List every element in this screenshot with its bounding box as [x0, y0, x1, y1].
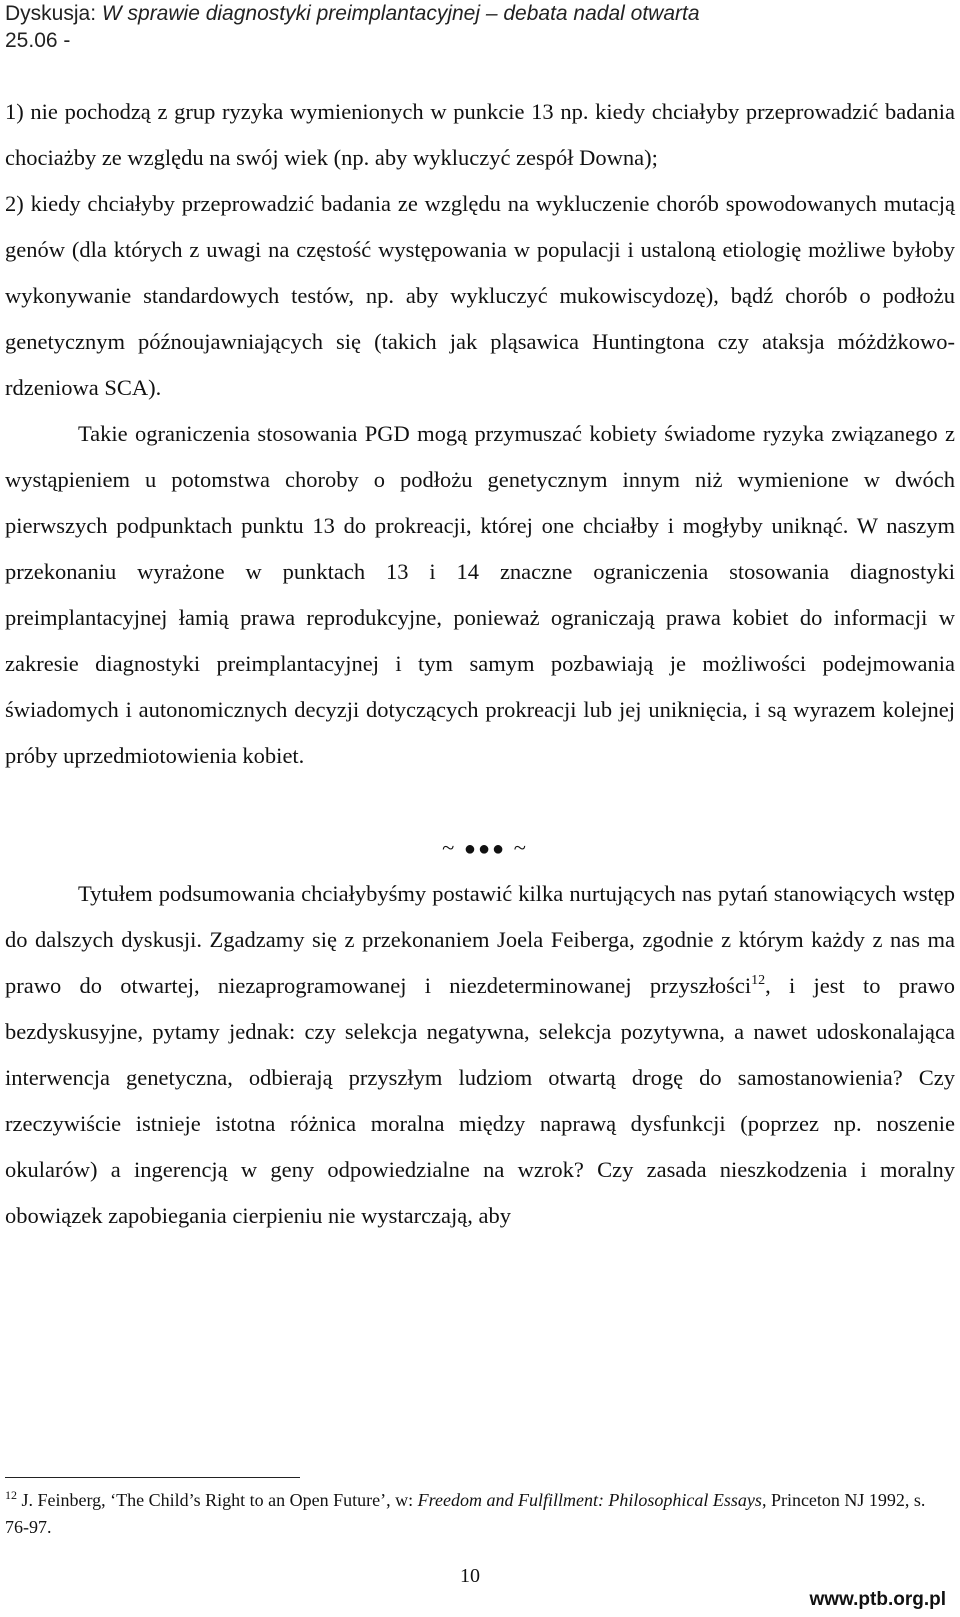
page-number: 10 — [460, 1565, 480, 1587]
site-url: www.ptb.org.pl — [809, 1589, 946, 1610]
footnote-number: 12 — [5, 1488, 17, 1502]
header-date: 25.06 - — [5, 29, 71, 52]
header-title — [5, 0, 945, 27]
paragraph-restrictions: Takie ograniczenia stosowania PGD mogą przymuszać kobiety świadome ryzyka związanego z wystąpieniem u potomstwa choroby o podłożu genetycznym innym niż wymienione w dwóch pierwszych podpunktach punktu 13 do prokreacji, której one chciałby i mogłyby uniknąć. W naszym przekonaniu wyrażone w punktach 13 i 14 znaczne ograniczenia stosowania diagnostyki preimplantacyjnej łamią prawa reprodukcyjne, ponieważ ograniczają prawa kobiet do informacji w zakresie diagnostyki preimplantacyjnej i tym samym pozbawiają je możliwości podejmowania świadomych i autonomicznych decyzji dotyczących prokreacji lub jej uniknięcia, i są wyrazem kolejnej próby uprzedmiotowienia kobiet. — [5, 421, 955, 768]
document-body — [5, 89, 955, 1239]
footnote — [5, 1487, 945, 1541]
summary-text-end: , i jest to prawo bezdyskusyjne, pytamy jednak: czy selekcja negatywna, selekcja pozytywna, a nawet udoskonalająca interwencja genetyczna, odbierają przyszłym ludziom otwartą drogę do samostanowienia? Czy rzeczywiście istnieje istotna różnica moralna między naprawą dysfunkcji (poprzez np. noszenie okularów) a ingerencją w geny odpowiedzialne na wzrok? Czy zasada nieszkodzenia i moralny obowiązek zapobiegania cierpieniu nie wystarczają, aby — [5, 973, 955, 1228]
header-title-italic: W sprawie diagnostyki preimplantacyjnej – debata nadal otwarta — [101, 2, 700, 25]
summary-text-start: Tytułem podsumowania chciałybyśmy postawić kilka nurtujących nas pytań stanowiących wstęp do dalszych dyskusji. Zgadzamy się z przekonaniem Joela Feiberga, zgodnie z którym każdy z nas ma prawo do otwartej, niezaprogramowanej i niezdeterminowanej przyszłości — [5, 881, 955, 998]
section-separator — [5, 825, 955, 871]
footnote-reference: 12 — [751, 973, 766, 988]
footnote-publication: , Princeton NJ 1992, s. 76-97. — [5, 1490, 926, 1537]
footnote-book-title: Freedom and Fulfillment: Philosophical Essays — [417, 1490, 762, 1510]
footnote-divider — [5, 1477, 300, 1478]
footnote-text: J. Feinberg, ‘The Child’s Right to an Open Future’, w: — [17, 1490, 418, 1510]
list-item-2: 2) kiedy chciałyby przeprowadzić badania ze względu na wykluczenie chorób spowodowanych mutacją genów (dla których z uwagi na częstość występowania w populacji i ustaloną etiologię możliwe byłoby wykonywanie standardowych testów, np. aby wykluczyć mukowiscydozę), bądź chorób o podłożu genetycznym późnoujawniających się (takich jak pląsawica Huntingtona czy ataksja móżdżkowo-rdzeniowa SCA). — [5, 191, 955, 400]
running-header — [5, 0, 945, 54]
separator-tilde-left: ~ — [442, 835, 457, 860]
separator-tilde-right: ~ — [513, 835, 528, 860]
header-title-prefix: Dyskusja: — [5, 2, 102, 25]
list-item-1: 1) nie pochodzą z grup ryzyka wymienionych w punkcie 13 np. kiedy chciałyby przeprowadzić badania chociażby ze względu na swój wiek (np. aby wykluczyć zespół Downa); — [5, 99, 955, 170]
paragraph-summary — [5, 871, 955, 1239]
separator-dots: ●●● — [463, 838, 507, 860]
